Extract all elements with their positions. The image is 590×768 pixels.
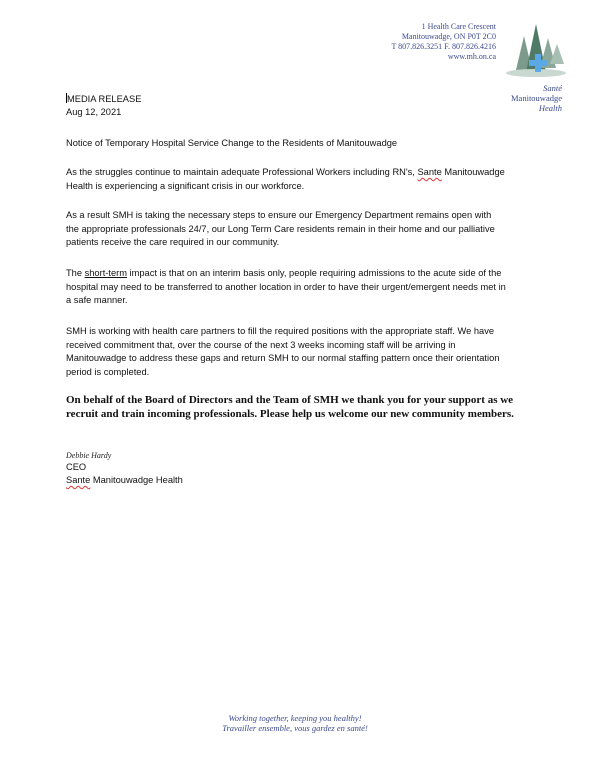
tree-cross-logo-icon	[502, 18, 572, 80]
org-line-2: Manitouwadge	[511, 93, 562, 103]
media-release-text: MEDIA RELEASE	[67, 94, 142, 104]
media-release-label	[66, 93, 506, 107]
paragraph-1-part-b: Manitouwadge Health is experiencing a significant crisis in our workforce.	[66, 167, 505, 191]
paragraph-1	[66, 166, 506, 193]
address-line-2: Manitouwadge, ON P0T 2C0	[401, 32, 496, 41]
paragraph-1-part-a: As the struggles continue to maintain adequate Professional Workers including RN's,	[66, 167, 418, 177]
footer-tagline	[0, 713, 590, 733]
paragraph-3	[66, 267, 506, 308]
paragraph-1-sante: Sante	[417, 167, 442, 177]
letterhead-address	[276, 22, 496, 62]
address-line-1: 1 Health Care Crescent	[421, 22, 496, 31]
phone-fax-line: T 807.826.3251 F. 807.826.4216	[391, 42, 496, 51]
release-date: Aug 12, 2021	[66, 107, 122, 117]
paragraph-3-short-term: short-term	[84, 268, 127, 278]
footer-line-1: Working together, keeping you healthy!	[228, 713, 362, 723]
paragraph-2: As a result SMH is taking the necessary steps to ensure our Emergency Department remains open with the appropriate professionals 24/7, our Long Term Care residents remain in their home and our palliative patients receive the care required in our community.	[66, 210, 495, 247]
footer-line-2: Travailler ensemble, vous gardez en santé!	[222, 723, 368, 733]
signature-script: Debbie Hardy	[66, 451, 112, 460]
signature-org-rest: Manitouwadge Health	[90, 475, 183, 485]
org-line-1: Santé	[543, 83, 562, 93]
paragraph-3-part-b: impact is that on an interim basis only, people requiring admissions to the acute side of the hospital may need to be transferred to another location in order to have their urgent/emergent needs met in a safe manner.	[66, 268, 506, 305]
signature-org-sante: Sante	[66, 475, 91, 485]
org-line-3: Health	[538, 103, 562, 113]
paragraph-3-part-a: The	[66, 268, 85, 278]
signature-title: CEO	[66, 462, 87, 472]
notice-title: Notice of Temporary Hospital Service Change to the Residents of Manitouwadge	[66, 138, 398, 148]
signature-org	[66, 475, 183, 485]
closing-statement: On behalf of the Board of Directors and the Team of SMH we thank you for your support as we recruit and train incoming professionals. Please help us welcome our new community members.	[66, 394, 514, 420]
paragraph-4: SMH is working with health care partners to fill the required positions with the appropriate staff. We have received commitment that, over the course of the next 3 weeks incoming staff will be arriving in Manitouwadge to address these gaps and return SMH to our normal staffing pattern once their orientation period is completed.	[66, 326, 500, 377]
website-line: www.mh.on.ca	[447, 52, 496, 61]
